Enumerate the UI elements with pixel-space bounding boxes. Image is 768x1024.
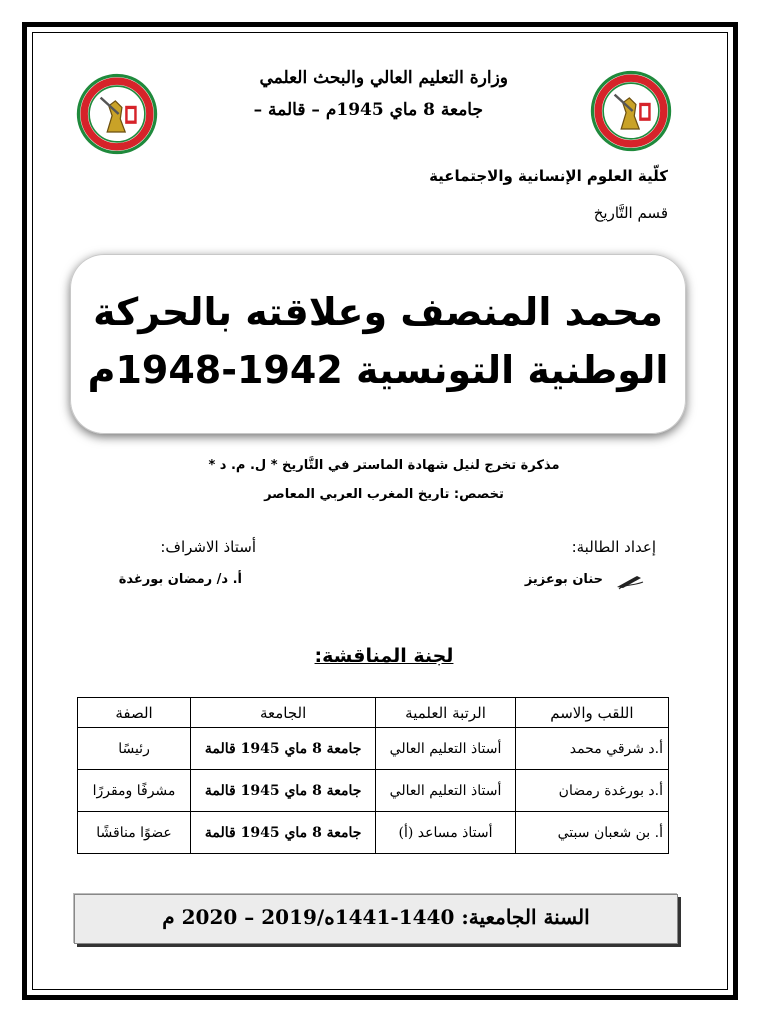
student-name: حنان بوعزيز bbox=[524, 572, 603, 587]
academic-year-box bbox=[74, 894, 678, 944]
member-name: أ.د شرقي محمد bbox=[515, 728, 668, 770]
member-university: جامعة 8 ماي 1945 قالمة bbox=[191, 728, 376, 770]
member-university: جامعة 8 ماي 1945 قالمة bbox=[191, 770, 376, 812]
university-logo-right bbox=[590, 70, 672, 152]
prepared-by-label: إعداد الطالبة: bbox=[571, 538, 656, 556]
committee-table bbox=[77, 697, 669, 854]
committee-title: لجنة المناقشة: bbox=[314, 645, 454, 667]
member-university: جامعة 8 ماي 1945 قالمة bbox=[191, 812, 376, 854]
member-name: أ.د بورغدة رمضان bbox=[515, 770, 668, 812]
specialty-line: تخصص: تاريخ المغرب العربي المعاصر bbox=[264, 487, 504, 502]
department-name: قسم التَّاريخ bbox=[593, 204, 668, 222]
ministry-name: وزارة التعليم العالي والبحث العلمي bbox=[259, 68, 508, 88]
thesis-title-box bbox=[70, 254, 686, 434]
supervisor-name: أ. د/ رمضان بورغدة bbox=[118, 572, 242, 587]
thesis-title-line-2: الوطنية التونسية 1942-1948م bbox=[87, 348, 669, 392]
column-header-university: الجامعة bbox=[191, 698, 376, 728]
supervisor-label: أستاذ الاشراف: bbox=[160, 538, 256, 556]
faculty-name: كلّية العلوم الإنسانية والاجتماعية bbox=[429, 167, 668, 185]
column-header-role: الصفة bbox=[78, 698, 191, 728]
member-rank: أستاذ التعليم العالي bbox=[376, 770, 515, 812]
logo-emblem-icon bbox=[76, 73, 158, 155]
table-header-row bbox=[78, 698, 669, 728]
member-role: رئيسًا bbox=[78, 728, 191, 770]
pen-icon bbox=[615, 572, 645, 590]
member-rank: أستاذ مساعد (أ) bbox=[376, 812, 515, 854]
column-header-rank: الرتبة العلمية bbox=[376, 698, 515, 728]
academic-year: السنة الجامعية: 1440-1441ه/2019 – 2020 م bbox=[162, 905, 590, 929]
column-header-name: اللقب والاسم bbox=[515, 698, 668, 728]
table-row bbox=[78, 812, 669, 854]
degree-line: مذكرة تخرج لنيل شهادة الماستر في التَّاريخ * ل. م. د * bbox=[208, 458, 560, 473]
member-rank: أستاذ التعليم العالي bbox=[376, 728, 515, 770]
table-row bbox=[78, 770, 669, 812]
member-role: مشرفًا ومقررًا bbox=[78, 770, 191, 812]
member-role: عضوًا مناقشًا bbox=[78, 812, 191, 854]
logo-emblem-icon bbox=[590, 70, 672, 152]
table-row bbox=[78, 728, 669, 770]
university-logo-left bbox=[76, 73, 158, 155]
member-name: أ. بن شعبان سبتي bbox=[515, 812, 668, 854]
thesis-title-line-1: محمد المنصف وعلاقته بالحركة bbox=[93, 290, 663, 334]
university-name: جامعة 8 ماي 1945م – قالمة – bbox=[253, 100, 483, 120]
